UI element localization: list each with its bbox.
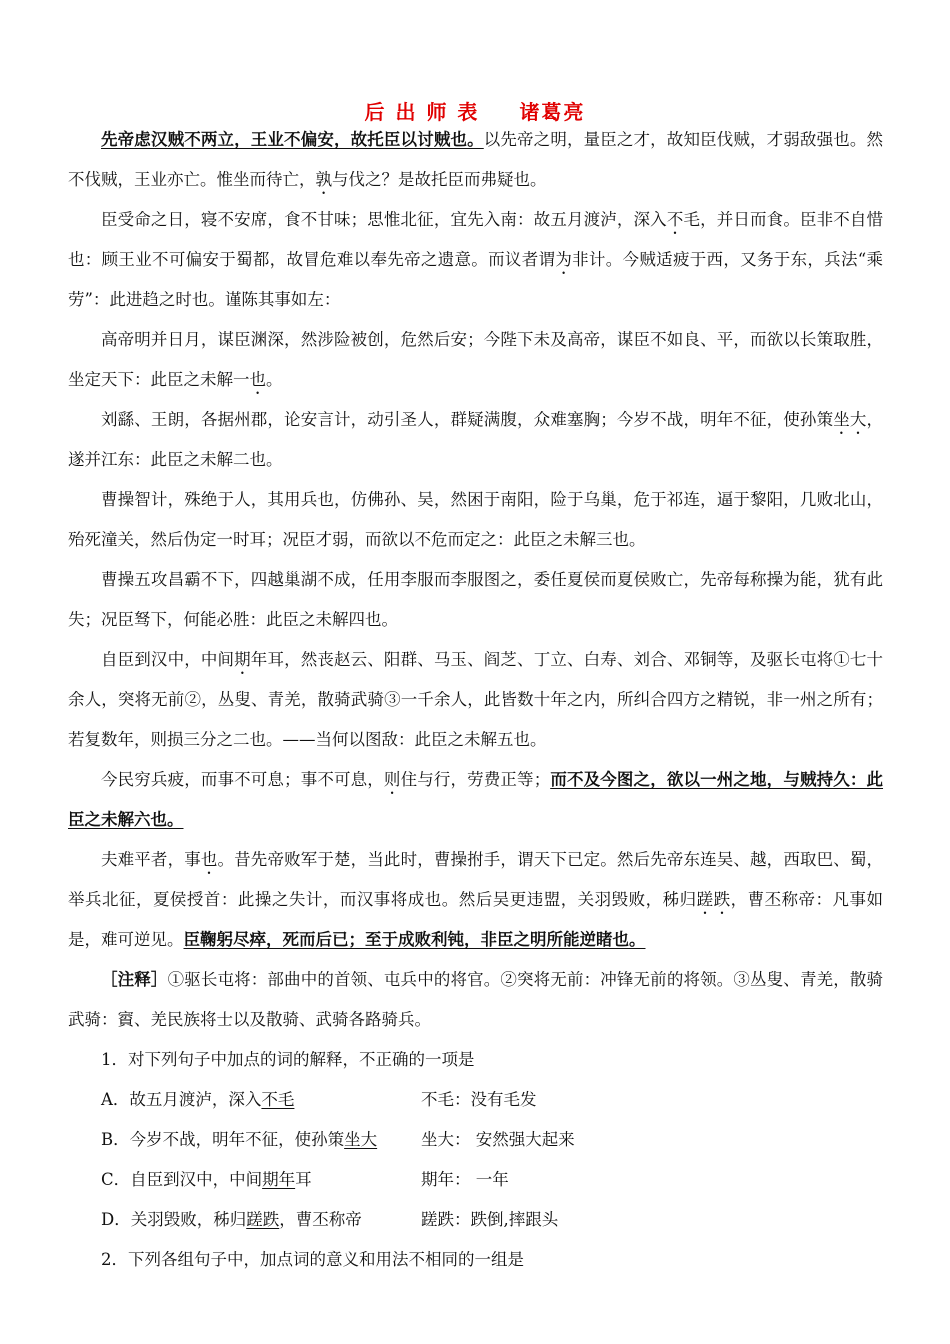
dotted-word: 孰	[315, 170, 332, 189]
question-1-option-c: C．自臣到汉中，中间期年耳 期年： 一年	[101, 1170, 509, 1189]
paragraph-2: 臣受命之日，寝不安席，食不甘味；思惟北征，宜先入南：故五月渡泸，深入不毛，并日而食。臣非不自惜也：顾王业不可偏安于蜀都，故冒危难以奉先帝之遗意。而议者谓为非计。今贼适疲于西，又务于东，兵法“乘劳”：此进趋之时也。谨陈其事如左：	[68, 210, 884, 309]
marked-word: 不毛	[261, 1090, 295, 1109]
dotted-word: 坐大	[833, 410, 867, 429]
annotation: ［注释］①驱长屯将：部曲中的首领、屯兵中的将官。②突将无前：冲锋无前的将领。③丛叟、青羌，散骑武骑：賨、羌民族将士以及散骑、武骑各路骑兵。	[68, 970, 884, 1029]
key-sentence: 而不及今图之，欲以一州之地，与贼持久：此臣之未解六也。	[68, 770, 884, 829]
question-2-stem: 2．下列各组句子中，加点词的意义和用法不相同的一组是	[101, 1250, 524, 1269]
paragraph-4: 刘繇、王朗，各据州郡，论安言计，动引圣人，群疑满腹，众难塞胸；今岁不战，明年不征，使孙策坐大，遂并江东：此臣之未解二也。	[68, 410, 884, 469]
dotted-word: 也	[249, 370, 266, 389]
paragraph-5: 曹操智计，殊绝于人，其用兵也，仿佛孙、吴，然困于南阳，险于乌巢，危于祁连，逼于黎阳，几败北山，殆死潼关，然后伪定一时耳；况臣才弱，而欲以不危而定之：此臣之未解三也。	[68, 490, 883, 549]
question-1-option-a: A．故五月渡泸，深入不毛 不毛：没有毛发	[101, 1090, 537, 1109]
dotted-word: 期	[234, 650, 251, 669]
dotted-word: 则	[383, 770, 401, 789]
paragraph-3: 高帝明并日月，谋臣渊深，然涉险被创，危然后安；今陛下未及高帝，谋臣不如良、平，而欲以长策取胜，坐定天下：此臣之未解一也。	[68, 330, 883, 389]
paragraph-9: 夫难平者，事也。昔先帝败军于楚，当此时，曹操拊手，谓天下已定。然后先帝东连吴、越，西取巴、蜀，举兵北征，夏侯授首：此操之失计，而汉事将成也。然后吴更违盟，关羽毁败，秭归蹉跌，曹丕称帝：凡事如是，难可逆见。臣鞠躬尽瘁，死而后已；至于成败利钝，非臣之明所能逆睹也。	[68, 850, 884, 949]
dotted-word: 蹉跌	[696, 890, 731, 909]
dotted-word: 不	[666, 210, 684, 229]
annotation-label: ［注释］	[101, 970, 168, 989]
question-1-stem: 1．对下列句子中加点的词的解释，不正确的一项是	[101, 1050, 475, 1069]
key-sentence: 臣鞠躬尽瘁，死而后已；至于成败利钝，非臣之明所能逆睹也。	[183, 930, 646, 949]
paragraph-7: 自臣到汉中，中间期年耳，然丧赵云、阳群、马玉、阎芝、丁立、白寿、刘合、邓铜等，及驱长屯将①七十余人，突将无前②，丛叟、青羌，散骑武骑③一千余人，此皆数十年之内，所纠合四方之精锐，非一州之所有；若复数年，则损三分之二也。——当何以图敌：此臣之未解五也。	[68, 650, 884, 749]
question-1-option-b: B．今岁不战，明年不征，使孙策坐大 坐大： 安然强大起来	[101, 1130, 575, 1149]
dotted-word: 为	[555, 250, 573, 269]
paragraph-6: 曹操五攻昌霸不下，四越巢湖不成，任用李服而李服图之，委任夏侯而夏侯败亡，先帝每称操为能，犹有此失；况臣驽下，何能必胜：此臣之未解四也。	[68, 570, 883, 629]
marked-word: 蹉跌	[246, 1210, 280, 1229]
question-1-option-d: D．关羽毁败，秭归蹉跌，曹丕称帝 蹉跌：跌倒,摔跟头	[101, 1210, 559, 1229]
paragraph-8: 今民穷兵疲，而事不可息；事不可息，则住与行，劳费正等；而不及今图之，欲以一州之地，与贼持久：此臣之未解六也。	[68, 770, 884, 829]
paragraph-1: 先帝虑汉贼不两立，王业不偏安，故托臣以讨贼也。以先帝之明，量臣之才，故知臣伐贼，才弱敌强也。然不伐贼，王业亦亡。惟坐而待亡，孰与伐之？是故托臣而弗疑也。	[68, 130, 884, 189]
key-sentence: 先帝虑汉贼不两立，王业不偏安，故托臣以讨贼也。	[101, 130, 484, 149]
marked-word: 期年	[262, 1170, 296, 1189]
title-author: 诸葛亮	[519, 100, 586, 124]
marked-word: 坐大	[344, 1130, 378, 1149]
article-body	[68, 120, 883, 1280]
dotted-word: 也	[200, 850, 218, 869]
title-main: 后 出 师 表	[364, 100, 480, 124]
